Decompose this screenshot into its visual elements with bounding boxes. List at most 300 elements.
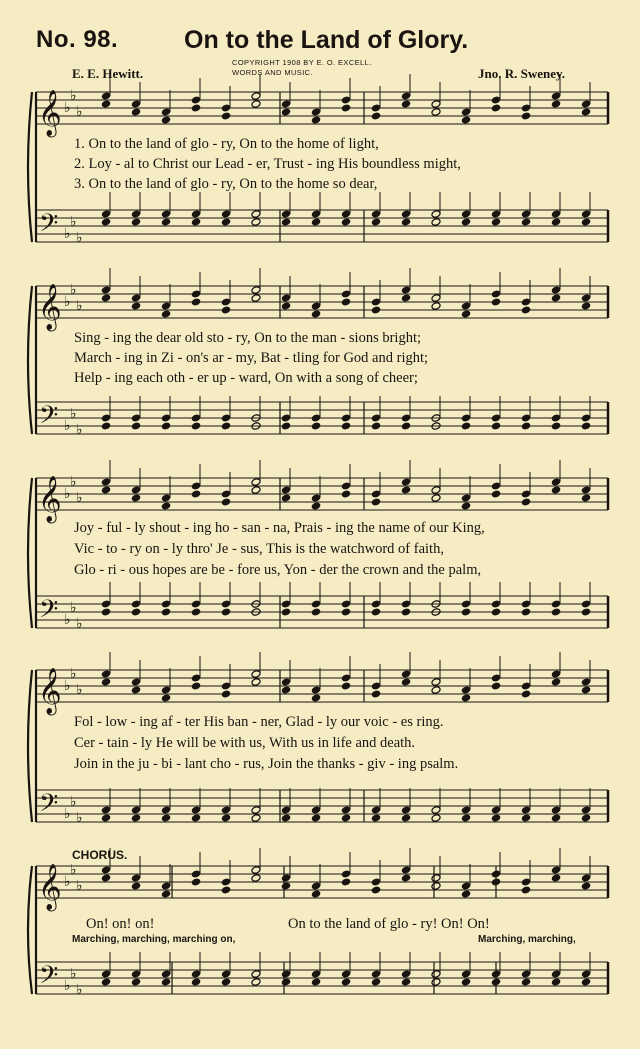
note-head <box>131 806 141 815</box>
note-head <box>371 306 381 315</box>
note-head <box>431 218 441 227</box>
note-head <box>581 218 591 227</box>
note-head <box>581 494 591 503</box>
note-head <box>251 100 261 109</box>
note-head <box>371 414 381 423</box>
note-head <box>551 294 561 303</box>
flat-icon: ♭ <box>64 678 71 694</box>
note-head <box>161 806 171 815</box>
note-head <box>521 600 531 609</box>
note-head <box>491 814 501 823</box>
note-head <box>251 218 261 227</box>
note-head <box>131 978 141 987</box>
note-head <box>281 608 291 617</box>
note-head <box>221 422 231 431</box>
note-head <box>461 414 471 423</box>
note-head <box>311 210 321 219</box>
note-head <box>551 866 561 875</box>
note-head <box>341 298 351 307</box>
note-head <box>311 414 321 423</box>
note-head <box>161 108 171 117</box>
note-head <box>221 104 231 113</box>
verse-line: 1. On to the land of glo - ry, On to the home of light, <box>74 136 379 152</box>
note-head <box>581 882 591 891</box>
note-head <box>371 498 381 507</box>
flat-icon: ♭ <box>70 214 77 230</box>
note-head <box>581 608 591 617</box>
note-head <box>101 422 111 431</box>
note-head <box>371 878 381 887</box>
note-head <box>401 874 411 883</box>
verse-line: 2. Loy - al to Christ our Lead - er, Trust - ing His boundless might, <box>74 156 461 172</box>
note-head <box>551 970 561 979</box>
note-head <box>341 422 351 431</box>
note-head <box>431 678 441 687</box>
note-head <box>371 608 381 617</box>
note-head <box>251 866 261 875</box>
note-head <box>251 970 261 979</box>
note-head <box>131 678 141 687</box>
note-head <box>371 210 381 219</box>
note-head <box>401 678 411 687</box>
note-head <box>461 218 471 227</box>
note-head <box>551 978 561 987</box>
note-head <box>101 478 111 487</box>
note-head <box>221 414 231 423</box>
flat-icon: ♭ <box>70 474 77 490</box>
note-head <box>461 600 471 609</box>
note-head <box>191 104 201 113</box>
note-head <box>191 978 201 987</box>
clef-icon: 𝄢 <box>39 595 59 630</box>
note-head <box>401 294 411 303</box>
note-head <box>491 600 501 609</box>
note-head <box>311 302 321 311</box>
note-head <box>371 682 381 691</box>
note-head <box>521 104 531 113</box>
note-head <box>161 978 171 987</box>
note-head <box>161 414 171 423</box>
flat-icon: ♭ <box>76 490 83 506</box>
note-head <box>131 210 141 219</box>
note-head <box>191 870 201 879</box>
note-head <box>311 502 321 511</box>
note-head <box>221 112 231 121</box>
note-head <box>371 690 381 699</box>
note-head <box>491 104 501 113</box>
note-head <box>311 694 321 703</box>
flat-icon: ♭ <box>64 294 71 310</box>
note-head <box>191 414 201 423</box>
note-head <box>581 806 591 815</box>
note-head <box>311 608 321 617</box>
note-head <box>251 294 261 303</box>
note-head <box>341 482 351 491</box>
note-head <box>221 970 231 979</box>
note-head <box>221 306 231 315</box>
flat-icon: ♭ <box>76 682 83 698</box>
note-head <box>401 100 411 109</box>
note-head <box>491 978 501 987</box>
flat-icon: ♭ <box>76 298 83 314</box>
note-head <box>101 100 111 109</box>
note-head <box>341 490 351 499</box>
note-head <box>131 294 141 303</box>
note-head <box>521 682 531 691</box>
note-head <box>221 806 231 815</box>
flat-icon: ♭ <box>76 230 83 246</box>
note-head <box>431 978 441 987</box>
note-head <box>461 502 471 511</box>
note-head <box>551 218 561 227</box>
verse-line: March - ing in Zi - on's ar - my, Bat - tling for God and right; <box>74 350 429 366</box>
note-head <box>221 878 231 887</box>
note-head <box>341 608 351 617</box>
note-head <box>281 414 291 423</box>
note-head <box>161 210 171 219</box>
note-head <box>491 608 501 617</box>
note-head <box>461 890 471 899</box>
note-head <box>581 302 591 311</box>
note-head <box>371 806 381 815</box>
note-head <box>131 686 141 695</box>
flat-icon: ♭ <box>64 612 71 628</box>
note-head <box>371 886 381 895</box>
note-head <box>371 112 381 121</box>
note-head <box>521 608 531 617</box>
note-head <box>131 108 141 117</box>
note-head <box>191 210 201 219</box>
note-head <box>191 814 201 823</box>
verse-line: Vic - to - ry on - ly thro' Je - sus, This is the watchword of faith, <box>74 541 444 557</box>
note-head <box>341 218 351 227</box>
note-head <box>401 806 411 815</box>
note-head <box>581 486 591 495</box>
chorus-alto-lyric: Marching, marching, <box>478 934 576 945</box>
note-head <box>191 806 201 815</box>
note-head <box>431 814 441 823</box>
note-head <box>551 210 561 219</box>
note-head <box>371 490 381 499</box>
note-head <box>311 970 321 979</box>
note-head <box>221 814 231 823</box>
note-head <box>461 882 471 891</box>
note-head <box>251 814 261 823</box>
note-head <box>551 670 561 679</box>
verse-line: Join in the ju - bi - lant cho - rus, Join the thanks - giv - ing psalm. <box>74 756 459 772</box>
note-head <box>491 970 501 979</box>
note-head <box>221 682 231 691</box>
note-head <box>491 674 501 683</box>
note-head <box>221 886 231 895</box>
flat-icon: ♭ <box>70 282 77 298</box>
note-head <box>131 608 141 617</box>
composer-credit: Jno. R. Sweney. <box>478 66 566 81</box>
note-head <box>131 100 141 109</box>
note-head <box>491 422 501 431</box>
note-head <box>101 414 111 423</box>
note-head <box>191 970 201 979</box>
note-head <box>581 970 591 979</box>
note-head <box>221 490 231 499</box>
chorus-label: CHORUS. <box>72 848 128 862</box>
flat-icon: ♭ <box>76 982 83 998</box>
note-head <box>161 686 171 695</box>
flat-icon: ♭ <box>70 666 77 682</box>
clef-icon: 𝄢 <box>39 209 59 244</box>
note-head <box>401 600 411 609</box>
note-head <box>401 970 411 979</box>
note-head <box>251 478 261 487</box>
flat-icon: ♭ <box>64 226 71 242</box>
note-head <box>131 302 141 311</box>
note-head <box>551 286 561 295</box>
note-head <box>311 218 321 227</box>
note-head <box>281 422 291 431</box>
note-head <box>161 422 171 431</box>
note-head <box>401 478 411 487</box>
note-head <box>221 298 231 307</box>
note-head <box>221 600 231 609</box>
note-head <box>341 600 351 609</box>
note-head <box>191 290 201 299</box>
note-head <box>551 486 561 495</box>
note-head <box>521 210 531 219</box>
note-head <box>311 108 321 117</box>
note-head <box>401 92 411 101</box>
flat-icon: ♭ <box>70 406 77 422</box>
note-head <box>131 970 141 979</box>
note-head <box>161 302 171 311</box>
note-head <box>221 608 231 617</box>
note-head <box>191 608 201 617</box>
note-head <box>341 682 351 691</box>
note-head <box>521 970 531 979</box>
note-head <box>341 210 351 219</box>
note-head <box>221 218 231 227</box>
brace <box>28 92 32 242</box>
note-head <box>581 978 591 987</box>
note-head <box>401 210 411 219</box>
note-head <box>281 678 291 687</box>
flat-icon: ♭ <box>70 862 77 878</box>
note-head <box>401 486 411 495</box>
note-head <box>281 874 291 883</box>
note-head <box>581 100 591 109</box>
note-head <box>161 116 171 125</box>
verse-line: Fol - low - ing af - ter His ban - ner, Glad - ly our voic - es ring. <box>74 714 444 730</box>
note-head <box>311 814 321 823</box>
note-head <box>401 866 411 875</box>
clef-icon: 𝄞 <box>38 284 62 330</box>
note-head <box>191 218 201 227</box>
note-head <box>131 218 141 227</box>
copyright-subline: WORDS AND MUSIC. <box>232 68 313 77</box>
note-head <box>251 670 261 679</box>
note-head <box>281 494 291 503</box>
hymn-title: On to the Land of Glory. <box>184 26 469 54</box>
note-head <box>371 814 381 823</box>
note-head <box>521 112 531 121</box>
note-head <box>521 298 531 307</box>
note-head <box>581 686 591 695</box>
flat-icon: ♭ <box>76 616 83 632</box>
note-head <box>431 494 441 503</box>
note-head <box>101 874 111 883</box>
note-head <box>311 890 321 899</box>
note-head <box>281 806 291 815</box>
note-head <box>521 878 531 887</box>
note-head <box>551 608 561 617</box>
clef-icon: 𝄞 <box>38 476 62 522</box>
note-head <box>551 100 561 109</box>
note-head <box>521 690 531 699</box>
note-head <box>581 414 591 423</box>
note-head <box>191 96 201 105</box>
note-head <box>371 104 381 113</box>
clef-icon: 𝄢 <box>39 789 59 824</box>
clef-icon: 𝄢 <box>39 961 59 996</box>
note-head <box>311 494 321 503</box>
flat-icon: ♭ <box>64 100 71 116</box>
note-head <box>281 600 291 609</box>
note-head <box>281 882 291 891</box>
brace <box>28 286 32 434</box>
note-head <box>131 422 141 431</box>
note-head <box>311 600 321 609</box>
note-head <box>251 874 261 883</box>
hymn-number: No. 98. <box>36 26 119 53</box>
verse-line: 3. On to the land of glo - ry, On to the home so dear, <box>74 176 378 192</box>
author-credit: E. E. Hewitt. <box>72 66 144 81</box>
note-head <box>581 294 591 303</box>
note-head <box>461 978 471 987</box>
note-head <box>371 600 381 609</box>
note-head <box>461 694 471 703</box>
note-head <box>281 100 291 109</box>
flat-icon: ♭ <box>64 978 71 994</box>
note-head <box>521 422 531 431</box>
note-head <box>101 210 111 219</box>
note-head <box>461 210 471 219</box>
note-head <box>431 302 441 311</box>
note-head <box>101 814 111 823</box>
note-head <box>521 814 531 823</box>
note-head <box>401 218 411 227</box>
flat-icon: ♭ <box>76 422 83 438</box>
note-head <box>401 422 411 431</box>
note-head <box>221 498 231 507</box>
note-head <box>281 814 291 823</box>
note-head <box>491 290 501 299</box>
note-head <box>161 600 171 609</box>
brace <box>28 670 32 822</box>
note-head <box>161 218 171 227</box>
note-head <box>341 290 351 299</box>
note-head <box>311 686 321 695</box>
verse-line: Sing - ing the dear old sto - ry, On to the man - sions bright; <box>74 330 422 346</box>
note-head <box>431 486 441 495</box>
chorus-lyric: On! on! on! <box>86 916 155 932</box>
note-head <box>251 678 261 687</box>
note-head <box>371 218 381 227</box>
brace <box>28 478 32 628</box>
note-head <box>131 486 141 495</box>
note-head <box>161 970 171 979</box>
note-head <box>281 210 291 219</box>
note-head <box>581 422 591 431</box>
note-head <box>551 814 561 823</box>
note-head <box>311 978 321 987</box>
note-head <box>341 978 351 987</box>
note-head <box>491 298 501 307</box>
note-head <box>551 92 561 101</box>
note-head <box>311 882 321 891</box>
flat-icon: ♭ <box>76 878 83 894</box>
note-head <box>311 310 321 319</box>
note-head <box>101 92 111 101</box>
note-head <box>581 678 591 687</box>
note-head <box>161 694 171 703</box>
brace <box>28 866 32 994</box>
flat-icon: ♭ <box>64 486 71 502</box>
note-head <box>131 494 141 503</box>
note-head <box>581 210 591 219</box>
note-head <box>521 978 531 987</box>
note-head <box>491 490 501 499</box>
note-head <box>371 970 381 979</box>
clef-icon: 𝄢 <box>39 401 59 436</box>
note-head <box>401 814 411 823</box>
note-head <box>101 294 111 303</box>
note-head <box>281 108 291 117</box>
note-head <box>131 882 141 891</box>
verse-line: Help - ing each oth - er up - ward, On with a song of cheer; <box>74 370 418 386</box>
note-head <box>101 670 111 679</box>
note-head <box>431 108 441 117</box>
note-head <box>431 210 441 219</box>
note-head <box>101 600 111 609</box>
note-head <box>131 814 141 823</box>
note-head <box>491 218 501 227</box>
flat-icon: ♭ <box>64 806 71 822</box>
note-head <box>491 96 501 105</box>
note-head <box>521 886 531 895</box>
note-head <box>101 286 111 295</box>
note-head <box>521 806 531 815</box>
note-head <box>131 874 141 883</box>
flat-icon: ♭ <box>70 88 77 104</box>
note-head <box>251 286 261 295</box>
note-head <box>281 978 291 987</box>
note-head <box>491 482 501 491</box>
note-head <box>341 814 351 823</box>
note-head <box>251 806 261 815</box>
note-head <box>161 608 171 617</box>
note-head <box>191 600 201 609</box>
note-head <box>101 806 111 815</box>
note-head <box>431 294 441 303</box>
note-head <box>581 814 591 823</box>
note-head <box>191 674 201 683</box>
note-head <box>191 482 201 491</box>
note-head <box>461 108 471 117</box>
note-head <box>101 970 111 979</box>
note-head <box>281 302 291 311</box>
chorus-alto-lyric: Marching, marching, marching on, <box>72 934 236 945</box>
note-head <box>521 414 531 423</box>
note-head <box>461 310 471 319</box>
